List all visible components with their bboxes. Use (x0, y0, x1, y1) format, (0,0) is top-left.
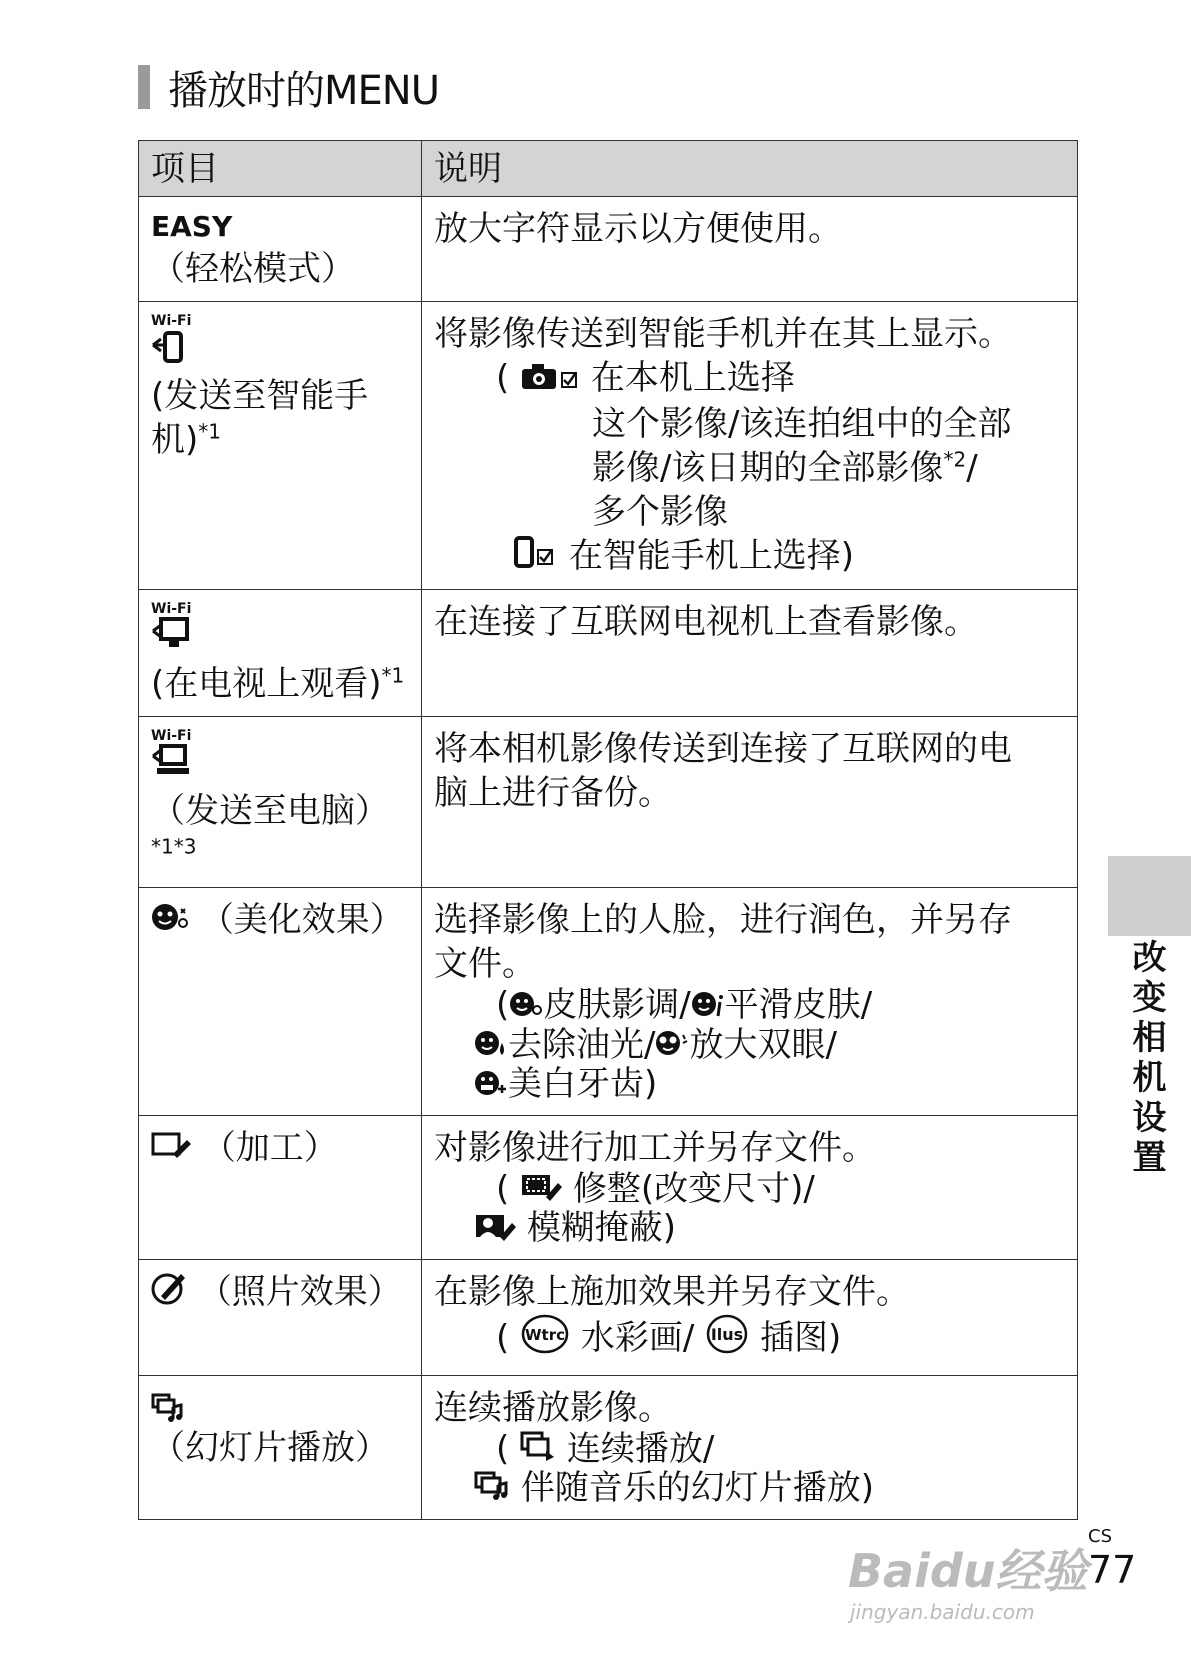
svg-text:Ilus: Ilus (710, 1324, 744, 1344)
watermark-url: jingyan.baidu.com (850, 1600, 1035, 1624)
desc-line: 这个影像/该连拍组中的全部 (592, 403, 1012, 444)
desc-cell (422, 302, 1078, 590)
desc-line: 文件。 (434, 944, 536, 984)
send-to-computer-icon (151, 744, 191, 789)
blur-masking-icon (474, 1211, 516, 1249)
teeth-whitening-icon (474, 1067, 508, 1105)
skin-tone-icon (509, 988, 543, 1026)
watercolor-icon (520, 1314, 570, 1365)
page-language-code: CS (1088, 1526, 1112, 1547)
desc-line: 连续播放影像。 (434, 1387, 672, 1428)
table-row (139, 590, 1078, 717)
table-row (139, 1115, 1078, 1259)
table-row (139, 717, 1078, 888)
desc-line: ( Wtrc 水彩画/ Ilus 插图) (434, 1314, 1065, 1365)
beauty-effect-icon (151, 900, 189, 944)
table-row (139, 302, 1078, 590)
chapter-tab (1108, 856, 1191, 936)
title-bar (138, 65, 150, 109)
svg-text:Wtrc: Wtrc (525, 1325, 566, 1344)
item-cell (139, 302, 422, 590)
desc-camera-option: ( 在本机上选择 (434, 356, 1065, 402)
slideshow-icon (151, 1386, 409, 1426)
table-row (139, 1375, 1078, 1519)
desc-line: ( 修整(改变尺寸)/ (496, 1168, 815, 1209)
smartphone-select-icon (514, 535, 558, 579)
item-label: （轻松模式） (151, 249, 355, 289)
send-to-smartphone-icon (151, 330, 185, 374)
wifi-label: Wi-Fi (151, 313, 192, 329)
desc-line: 选择影像上的人脸，进行润色，并另存 (434, 900, 1012, 940)
desc-cell (422, 1375, 1078, 1519)
desc-line: 对影像进行加工并另存文件。 (434, 1127, 876, 1168)
desc-line: 去除油光/ 放大双眼/ (434, 1026, 1065, 1066)
desc-cell (422, 590, 1078, 717)
desc-line: 多个影像 (592, 491, 728, 532)
desc-line: 将影像传送到智能手机并在其上显示。 (434, 314, 1012, 354)
item-cell (139, 717, 422, 888)
slideshow-music-icon (474, 1471, 510, 1509)
photo-effect-icon (151, 1270, 187, 1317)
table-row (139, 888, 1078, 1116)
item-cell (139, 590, 422, 717)
item-cell (139, 197, 422, 302)
desc-line: ( 皮肤影调/ 平滑皮肤/ (496, 985, 873, 1025)
desc-line: ( 连续播放/ (496, 1428, 715, 1469)
table-row (139, 197, 1078, 302)
item-label: (发送至智能手机)$^{*1}$ (151, 375, 369, 460)
desc-cell (422, 1115, 1078, 1259)
wifi-label: Wi-Fi (151, 601, 192, 617)
desc-cell (422, 888, 1078, 1116)
desc-line: 脑上进行备份。 (434, 773, 672, 813)
table-header-row (139, 141, 1078, 197)
trimming-icon (520, 1171, 562, 1209)
item-label: （照片效果） (197, 1271, 402, 1312)
page-title (138, 62, 439, 112)
header-desc: 说明 (422, 141, 1078, 197)
desc-cell (422, 1259, 1078, 1375)
illustration-icon (705, 1314, 749, 1365)
table-row (139, 1259, 1078, 1375)
desc-line: 放大字符显示以方便使用。 (434, 209, 842, 249)
view-on-tv-icon (151, 617, 191, 662)
desc-line: 将本相机影像传送到连接了互联网的电 (434, 729, 1012, 769)
item-label: （幻灯片播放） (151, 1427, 389, 1468)
item-label: （加工） (201, 1127, 338, 1168)
desc-line: 在影像上施加效果并另存文件。 (434, 1271, 910, 1312)
page-title-text: 播放时的MENU (168, 67, 439, 114)
desc-line: 美白牙齿) (434, 1065, 1065, 1105)
camera-select-icon (520, 358, 580, 402)
item-label: （发送至电脑）$^{*1*3}$ (151, 791, 389, 859)
desc-phone-option: 在智能手机上选择) (434, 534, 1065, 580)
item-label: (在电视上观看)$^{*1}$ (151, 663, 405, 704)
page-number: 77 (1088, 1548, 1137, 1592)
shine-removal-icon (474, 1027, 508, 1065)
wifi-label: Wi-Fi (151, 728, 192, 744)
eye-enlargement-icon (655, 1027, 689, 1065)
desc-line: 影像/该日期的全部影像$^{*2}$/ (592, 447, 978, 488)
continuous-playback-icon (520, 1431, 556, 1469)
desc-cell (422, 717, 1078, 888)
desc-line: 模糊掩蔽) (434, 1209, 1065, 1249)
desc-line: 伴随音乐的幻灯片播放) (434, 1469, 1065, 1509)
item-label: （美化效果） (199, 900, 404, 940)
easy-label: EASY (151, 210, 233, 243)
desc-line: 在连接了互联网电视机上查看影像。 (434, 602, 978, 642)
edit-icon (151, 1127, 191, 1171)
item-cell (139, 1115, 422, 1259)
item-cell (139, 888, 422, 1116)
item-cell (139, 1375, 422, 1519)
watermark-brand: Baidu经验 (848, 1544, 1088, 1598)
desc-cell (422, 197, 1078, 302)
menu-table (138, 140, 1078, 1520)
chapter-tab-label: 改 变 相 机 设 置 (1132, 938, 1167, 1178)
header-item: 项目 (139, 141, 422, 197)
smooth-skin-icon (691, 988, 725, 1026)
item-cell (139, 1259, 422, 1375)
